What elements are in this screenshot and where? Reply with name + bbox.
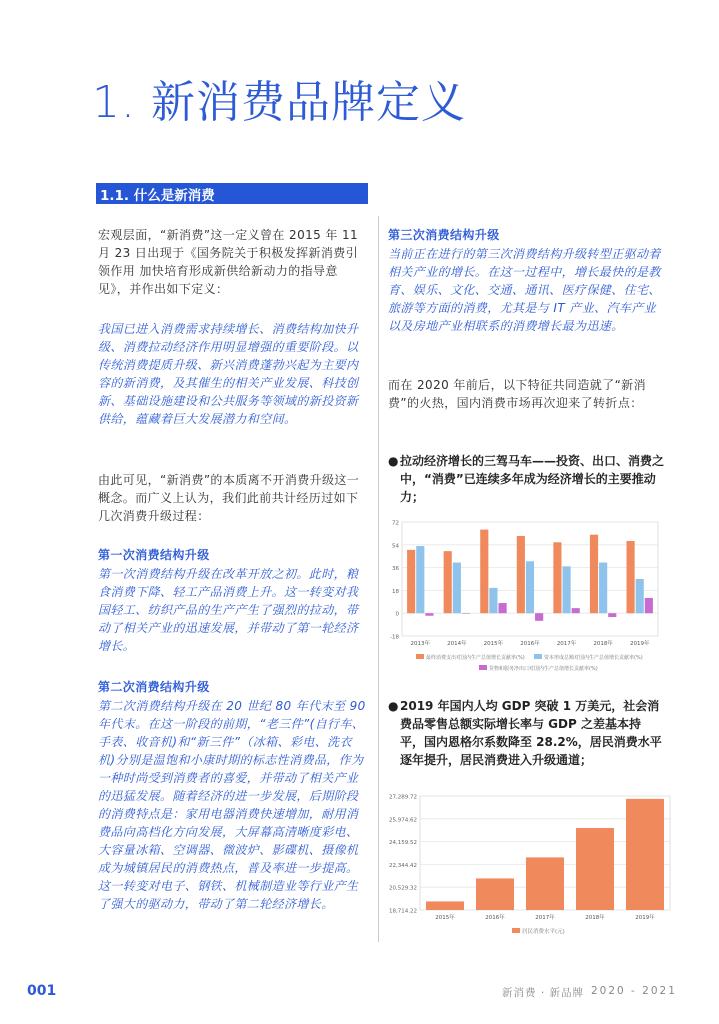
consumption-level-chart bbox=[384, 790, 674, 940]
bar bbox=[535, 613, 543, 621]
bar bbox=[462, 613, 470, 614]
page-title: 1. 新消费品牌定义 bbox=[92, 77, 466, 128]
bar bbox=[636, 579, 644, 613]
x-tick-label: 2017年 bbox=[535, 915, 555, 921]
gdp-contribution-chart bbox=[384, 516, 662, 688]
x-tick-label: 2018年 bbox=[585, 915, 605, 921]
bar bbox=[627, 541, 635, 613]
legend-label: 货物和服务净出口对国内生产总值增长贡献率(%) bbox=[489, 666, 598, 672]
x-tick-label: 2019年 bbox=[629, 641, 650, 647]
y-tick-label: -18 bbox=[390, 634, 399, 641]
y-tick-label: 54 bbox=[392, 543, 399, 550]
bullet-dot: ● bbox=[388, 454, 399, 468]
y-tick-label: 20,529.32 bbox=[389, 885, 417, 892]
y-tick-label: 27,289.72 bbox=[389, 794, 417, 801]
footer-year: 2020 - 2021 bbox=[591, 985, 677, 997]
legend-label: 最终消费支出对国内生产总值增长贡献率(%) bbox=[426, 655, 525, 661]
bar bbox=[476, 878, 514, 910]
legend-label: 居民消费水平(元) bbox=[522, 929, 565, 935]
section-heading: 1.1. 什么是新消费 bbox=[100, 188, 215, 204]
legend-swatch bbox=[512, 928, 520, 933]
bar bbox=[453, 563, 461, 614]
x-tick-label: 2015年 bbox=[435, 915, 455, 921]
legend-swatch bbox=[534, 654, 542, 659]
summary-paragraph: 由此可见，“新消费”的本质离不开消费升级这一概念。而广义上认为，我们此前共计经历过如下几次消费升级过程： bbox=[98, 473, 360, 523]
footer-brand: 新消费 · 新品牌 bbox=[502, 987, 585, 999]
upgrade3-body: 当前正在进行的第三次消费结构升级转型正驱动着相关产业的增长。在这一过程中，增长最快的是教育、娱乐、文化、交通、通讯、医疗保健、住宅、旅游等方面的消费，尤其是与 IT 产业、汽车产业以及房地产业相联系的消费增长最为迅速。 bbox=[388, 247, 661, 333]
bar bbox=[563, 566, 571, 613]
bar bbox=[590, 535, 598, 614]
upgrade1-heading: 第一次消费结构升级 bbox=[98, 548, 210, 562]
bar bbox=[416, 546, 424, 613]
bullet-text: 拉动经济增长的三驾马车——投资、出口、消费之中，“消费”已连续多年成为经济增长的主要推动力； bbox=[400, 454, 665, 504]
y-tick-label: 72 bbox=[392, 520, 399, 527]
bar bbox=[576, 828, 614, 910]
x-tick-label: 2016年 bbox=[520, 641, 540, 647]
bar bbox=[499, 603, 507, 613]
legend-swatch bbox=[479, 665, 487, 670]
bar bbox=[608, 613, 616, 617]
y-tick-label: 36 bbox=[392, 566, 399, 573]
column-divider bbox=[378, 216, 379, 942]
bar bbox=[489, 588, 497, 613]
x-tick-label: 2014年 bbox=[447, 641, 467, 647]
x-tick-label: 2019年 bbox=[635, 915, 655, 921]
bar bbox=[526, 561, 534, 613]
y-tick-label: 18 bbox=[392, 588, 399, 595]
intro-paragraph: 宏观层面，“新消费”这一定义曾在 2015 年 11 月 23 日出现于《国务院关于积极发挥新消费引领作用 加快培育形成新供给新动力的指导意见》，并作出如下定义： bbox=[98, 228, 359, 296]
x-tick-label: 2013年 bbox=[410, 641, 431, 647]
upgrade2-heading: 第二次消费结构升级 bbox=[98, 680, 210, 694]
bar bbox=[599, 563, 607, 614]
bar bbox=[572, 608, 580, 613]
legend-label: 资本形成总额对国内生产总值增长贡献率(%) bbox=[544, 655, 643, 661]
y-tick-label: 18,714.22 bbox=[389, 908, 417, 915]
bullet-text: 2019 年国内人均 GDP 突破 1 万美元，社会消费品零售总额实际增长率与 GDP 之差基本持平，国内恩格尔系数降至 28.2%，居民消费水平逐年提升，居民消费进入升级通道； bbox=[400, 699, 662, 767]
bar bbox=[444, 551, 452, 613]
x-tick-label: 2018年 bbox=[593, 641, 613, 647]
legend-swatch bbox=[416, 654, 424, 659]
y-tick-label: 24,159.52 bbox=[389, 840, 417, 847]
bar bbox=[480, 530, 488, 614]
bar bbox=[407, 550, 415, 613]
x-tick-label: 2016年 bbox=[485, 915, 505, 921]
upgrade1-body: 第一次消费结构升级在改革开放之初。此时，粮食消费下降、轻工产品消费上升。这一转变对我国轻工、纺织产品的生产产生了强烈的拉动，带动了相关产业的迅速发展，并带动了第一轮经济增长。 bbox=[98, 567, 359, 653]
bar bbox=[526, 857, 564, 910]
bullet-dot: ● bbox=[388, 699, 399, 713]
definition-quote: 我国已进入消费需求持续增长、消费结构加快升级、消费拉动经济作用明显增强的重要阶段。以传统消费提质升级、新兴消费蓬勃兴起为主要内容的新消费，及其催生的相关产业发展、科技创新、基础设施建设和公共服务等领域的新投资新供给，蕴藏着巨大发展潜力和空间。 bbox=[98, 322, 359, 426]
bar bbox=[553, 542, 561, 613]
y-tick-label: 0 bbox=[395, 611, 399, 618]
bar bbox=[645, 598, 653, 613]
bar bbox=[517, 536, 525, 613]
x-tick-label: 2017年 bbox=[556, 641, 577, 647]
x-tick-label: 2015年 bbox=[483, 641, 504, 647]
bar bbox=[426, 901, 464, 910]
y-tick-label: 25,974.62 bbox=[389, 817, 417, 824]
intro2-paragraph: 而在 2020 年前后，以下特征共同造就了“新消费”的火热，国内消费市场再次迎来了转折点： bbox=[388, 378, 646, 410]
bar bbox=[425, 613, 433, 616]
page-number: 001 bbox=[27, 983, 57, 999]
upgrade3-heading: 第三次消费结构升级 bbox=[388, 228, 500, 242]
upgrade2-body: 第二次消费结构升级在 20 世纪 80 年代末至 90 年代末。在这一阶段的前期，“老三件”(自行车、手表、收音机)和“新三件”（冰箱、彩电、洗衣机)分别是温饱和小康时期的标志性消费品，作为一种时尚受到消费者的喜爱，并带动了相关产业的迅猛发展。随着经济的进一步发展，后期阶段的消费特点是：家用电器消费快速增加，耐用消费品向高档化方向发展，大屏幕高清晰度彩电、大容量冰箱、空调器、微波炉、影碟机、摄像机成为城镇居民的消费热点，普及率进一步提高。这一转变对电子、钢铁、机械制造业等行业产生了强大的驱动力，带动了第二轮经济增长。 bbox=[98, 699, 366, 911]
bullet-gdp-growth bbox=[388, 697, 664, 769]
y-tick-label: 22,344.42 bbox=[389, 862, 417, 869]
bar bbox=[626, 799, 664, 910]
bullet-consumption-driver bbox=[388, 452, 664, 506]
